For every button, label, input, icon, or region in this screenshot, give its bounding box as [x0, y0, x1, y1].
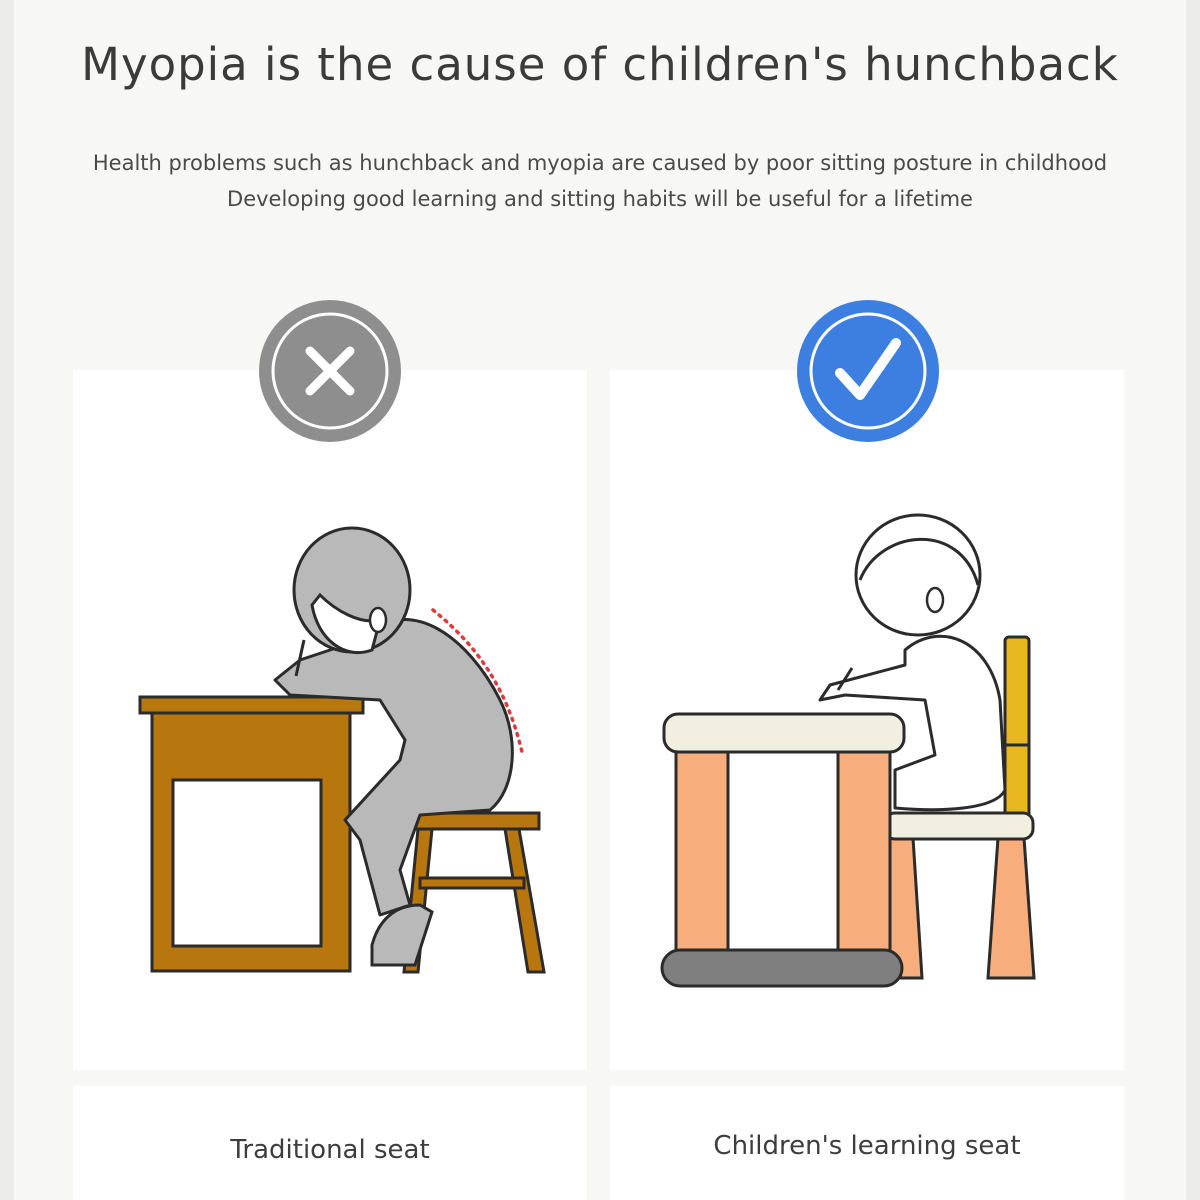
learning-seat-caption: Children's learning seat [713, 1131, 1021, 1161]
traditional-seat-caption: Traditional seat [230, 1135, 430, 1165]
page-title: Myopia is the cause of children's hunchback [81, 38, 1119, 91]
subtitle-line-2: Developing good learning and sitting habits will be useful for a lifetime [227, 187, 973, 211]
subtitle-line-1: Health problems such as hunchback and myopia are caused by poor sitting posture in childhood [92, 151, 1108, 175]
